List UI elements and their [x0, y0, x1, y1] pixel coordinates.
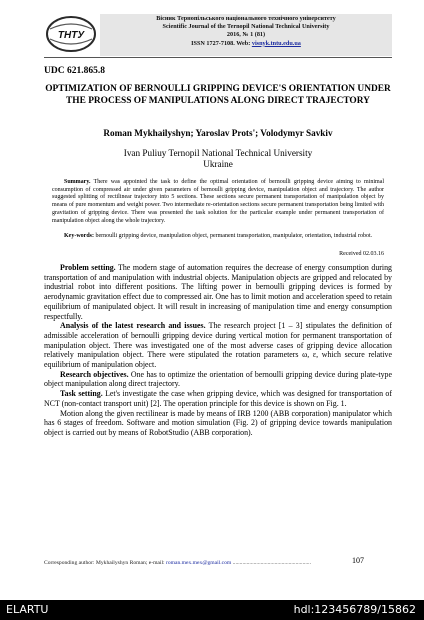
repository-name: ELARTU: [6, 603, 49, 616]
abstract-text: There was appointed the task to define the optimal orientation of bernoulli gripping device aiming to minimal consumption of compressed air under given parameters of bernoulli gripping device, manipulation object and trajectory. The author suggested splitting of rectilinear trajectory into 5 sections. These sections secure permanent transportation of manipulation object by means of pure momentum and weight power. Two intermediate re-orientation sections secure permanent transportation being limited with gravitation of gripping device. There was presented the task solution for the particular example under permanent transportation of manipulation object along the whole trajectory.: [52, 179, 384, 224]
journal-title-ua: Вісник Тернопільського національного технічного університету: [156, 15, 336, 22]
paragraph-task-setting: Task setting. Let's investigate the case when gripping device, which was designed for transportation of NCT (non-contact transport unit) [2]. The operation principle for this device is shown on Fig. 1.: [44, 389, 392, 408]
paper-title: OPTIMIZATION OF BERNOULLI GRIPPING DEVICE'S ORIENTATION UNDER THE PROCESS OF MANIPULATIONS ALONG DIRECT TRAJECTORY: [45, 84, 391, 106]
affiliation: [44, 148, 392, 170]
logo-text: ТНТУ: [57, 30, 85, 41]
paragraph-motion: Motion along the given rectilinear is made by means of IRB 1200 (ABB corporation) manipulator which has 6 stages of freedom. Software and motion simulation (Fig. 2) of gripping device towards manipulation object is carried out by means of RobotStudio (ABB corporation).: [44, 408, 392, 437]
journal-web-link[interactable]: visnyk.tntu.edu.ua: [251, 39, 301, 47]
keywords-text: bernoulli gripping device, manipulation object, permanent transportation, manipulator, orientation, industrial robot.: [94, 233, 373, 239]
corresponding-author-note: Corresponding author: Mykhailyshyn Roman; e-mail: roman.mex.mex@gmail.com ........................................................: [44, 560, 311, 566]
handle-identifier[interactable]: hdl:123456789/15862: [293, 603, 416, 616]
university-logo: [44, 11, 98, 57]
keywords-label: Key-words:: [64, 233, 94, 239]
author-email-link[interactable]: roman.mex.mex@gmail.com: [165, 560, 232, 566]
paragraph-objectives: Research objectives. One has to optimize the orientation of bernoulli gripping device during plate-type object manipulation along direct trajectory.: [44, 369, 393, 389]
repository-footer-bar: [0, 600, 424, 620]
journal-issue: 2016, № 1 (81): [226, 31, 266, 39]
affiliation-institution: Ivan Puliuy Ternopil National Technical University: [123, 148, 313, 158]
journal-title-en: Scientific Journal of the Ternopil National Technical University: [162, 23, 330, 31]
paragraph-problem-setting: Problem setting. The modern stage of automation requires the decrease of energy consumption during transportation of and manipulation with industrial objects. Manipulation objects are gripped and relocated by industrial robot into different positions. The lifting power in bernoulli gripping devices is formed by aerodynamic gravitation effect due to compressed air. One has to limit motion and acceleration speed to retain equilibrium of manipulated object. It will result in increasing of manipulation time and energy consumption respectfully.: [44, 263, 392, 321]
affiliation-country: Ukraine: [203, 159, 233, 169]
paper-body: [44, 263, 392, 438]
paper-authors: Roman Mykhailyshyn; Yaroslav Prots'; Volodymyr Savkiv: [103, 128, 333, 138]
paragraph-analysis: Analysis of the latest research and issues. The research project [1 – 3] stipulates the definition of admissible acceleration of bernoulli gripping device during vertical motion for permanent transportation of manipulation object. There was investigated one of the most adverse cases of gripping device allocation relatively manipulation object. There were stipulated the rotation parameters ω, ε, which secure relative equilibrium of manipulation object.: [44, 321, 392, 370]
abstract-label: Summary.: [64, 179, 91, 185]
journal-issn: ISSN 1727-7108. Web: visnyk.tntu.edu.ua: [191, 39, 301, 47]
journal-info: [100, 15, 392, 48]
abstract: [52, 179, 384, 225]
udc-code: UDC 621.865.8: [44, 66, 105, 76]
page-number: 107: [352, 556, 364, 565]
received-date: Received 02.03.16: [339, 251, 384, 257]
keywords: [52, 233, 384, 241]
header-rule: [44, 57, 392, 58]
